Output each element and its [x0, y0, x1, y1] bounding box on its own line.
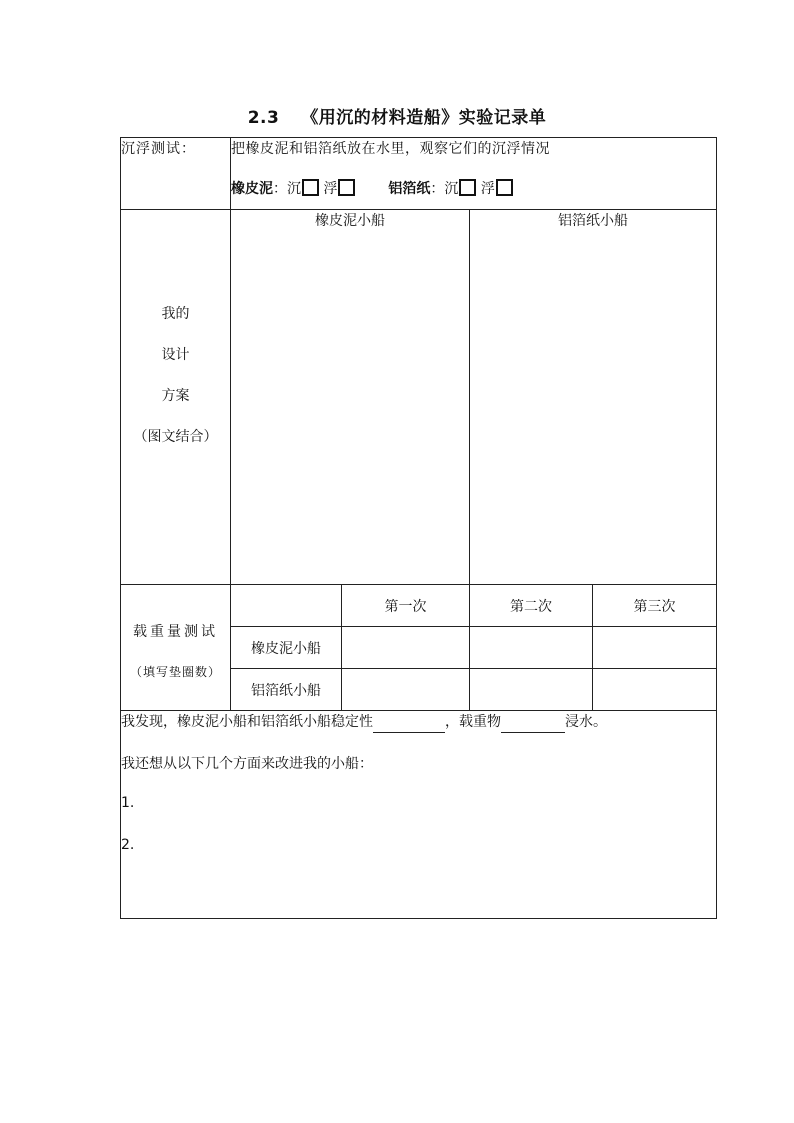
findings-line-1: 我发现，橡皮泥小船和铝箔纸小船稳定性 ，载重物 浸水。: [121, 711, 716, 753]
improvement-item-2[interactable]: 2.: [121, 837, 135, 853]
load-header-row: [121, 585, 717, 627]
section-number: 2.3: [247, 108, 280, 128]
clay-float-checkbox[interactable]: [338, 179, 355, 196]
foil-trial-1[interactable]: [342, 669, 470, 711]
foil-trial-2[interactable]: [470, 669, 593, 711]
clay-trial-1[interactable]: [342, 627, 470, 669]
col-header-3: 第三次: [593, 585, 717, 627]
foil-boat-heading: 铝箔纸小船: [558, 213, 628, 229]
load-blank[interactable]: [501, 716, 565, 733]
row-label-foil: 铝箔纸小船: [231, 669, 342, 711]
design-label: 我的 设计 方案 （图文结合）: [121, 210, 231, 585]
load-corner-cell: [231, 585, 342, 627]
stability-blank[interactable]: [373, 716, 445, 733]
float-test-instruction: 把橡皮泥和铝箔纸放在水里，观察它们的沉浮情况: [231, 141, 550, 157]
findings-cell: [121, 711, 717, 919]
clay-trial-2[interactable]: [470, 627, 593, 669]
foil-trial-3[interactable]: [593, 669, 717, 711]
float-test-cell: [231, 138, 717, 210]
clay-boat-design-area[interactable]: [231, 210, 470, 585]
title-text: 《用沉的材料造船》实验记录单: [301, 108, 547, 128]
foil-boat-design-area[interactable]: [470, 210, 717, 585]
float-test-choices: 橡皮泥：沉 浮 铝箔纸：沉 浮: [231, 178, 716, 198]
clay-trial-3[interactable]: [593, 627, 717, 669]
record-table: [120, 137, 717, 919]
foil-sink-checkbox[interactable]: [459, 179, 476, 196]
float-test-row: [121, 138, 717, 210]
load-test-label: 载重量测试 （填写垫圈数）: [121, 585, 231, 711]
improvement-item-1[interactable]: 1.: [121, 795, 135, 811]
float-test-label: 沉浮测试：: [121, 138, 231, 210]
col-header-2: 第二次: [470, 585, 593, 627]
row-label-clay: 橡皮泥小船: [231, 627, 342, 669]
clay-label: 橡皮泥: [231, 181, 273, 197]
clay-sink-checkbox[interactable]: [302, 179, 319, 196]
page-title: [0, 103, 794, 128]
foil-float-checkbox[interactable]: [496, 179, 513, 196]
findings-row: [121, 711, 717, 919]
design-row: [121, 210, 717, 585]
foil-label: 铝箔纸: [388, 181, 431, 197]
clay-boat-heading: 橡皮泥小船: [315, 213, 385, 229]
col-header-1: 第一次: [342, 585, 470, 627]
findings-line-2: 我还想从以下几个方面来改进我的小船：: [121, 756, 373, 772]
